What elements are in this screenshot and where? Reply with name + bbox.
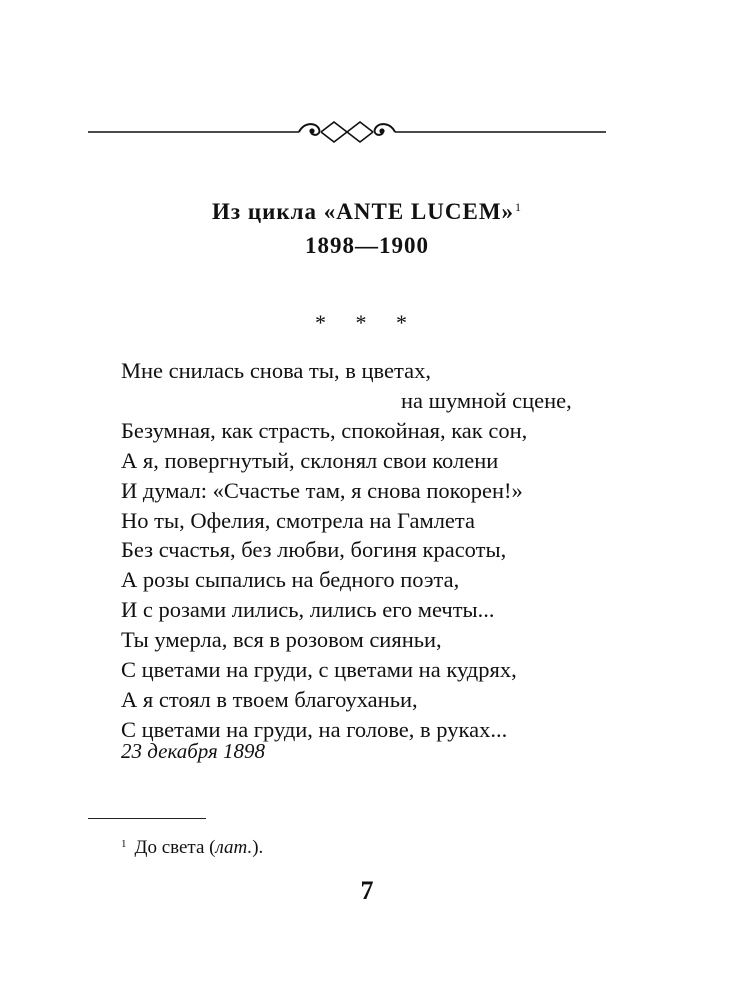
- poem-line: Мне снилась снова ты, в цветах,: [121, 358, 431, 383]
- poem-line: А я стоял в твоем благоуханьи,: [121, 686, 418, 712]
- cycle-title: Из цикла «ANTE LUCEM»: [211, 199, 515, 224]
- footnote-language: лат.: [215, 837, 253, 858]
- poem-line: А розы сыпались на бедного поэта,: [121, 567, 460, 593]
- footnote: [121, 837, 263, 859]
- footnote-marker: 1: [121, 838, 127, 850]
- cycle-heading: [0, 199, 734, 225]
- cycle-years: 1898—1900: [305, 233, 429, 258]
- poem-date: 23 декабря 1898: [121, 739, 266, 763]
- poem-line: Ты умерла, вся в розовом сияньи,: [121, 627, 442, 653]
- poem-line: С цветами на груди, с цветами на кудрях,: [121, 657, 517, 683]
- poem-line: на шумной сцене,: [401, 387, 572, 413]
- poem-line: Но ты, Офелия, смотрела на Гамлета: [121, 507, 476, 533]
- poem-line: А я, повергнутый, склонял свои колени: [121, 447, 499, 473]
- poem-body: [121, 356, 601, 745]
- poem-line: И с розами лились, лились его мечты...: [121, 597, 495, 623]
- footnote-divider: [88, 818, 206, 819]
- poem-line: Безумная, как страсть, спокойная, как сон,: [121, 417, 528, 443]
- footnote-text-end: ).: [252, 837, 264, 858]
- poem-separator: * * *: [315, 310, 419, 335]
- poem-line: И думал: «Счастье там, я снова покорен!»: [121, 477, 523, 503]
- footnote-text: До света (: [134, 837, 216, 858]
- ornamental-divider: [88, 118, 606, 144]
- poem-line: Без счастья, без любви, богиня красоты,: [121, 537, 507, 563]
- page-number: 7: [360, 876, 374, 905]
- footnote-reference[interactable]: 1: [515, 200, 523, 214]
- poem-line: С цветами на груди, на голове, в руках...: [121, 716, 508, 742]
